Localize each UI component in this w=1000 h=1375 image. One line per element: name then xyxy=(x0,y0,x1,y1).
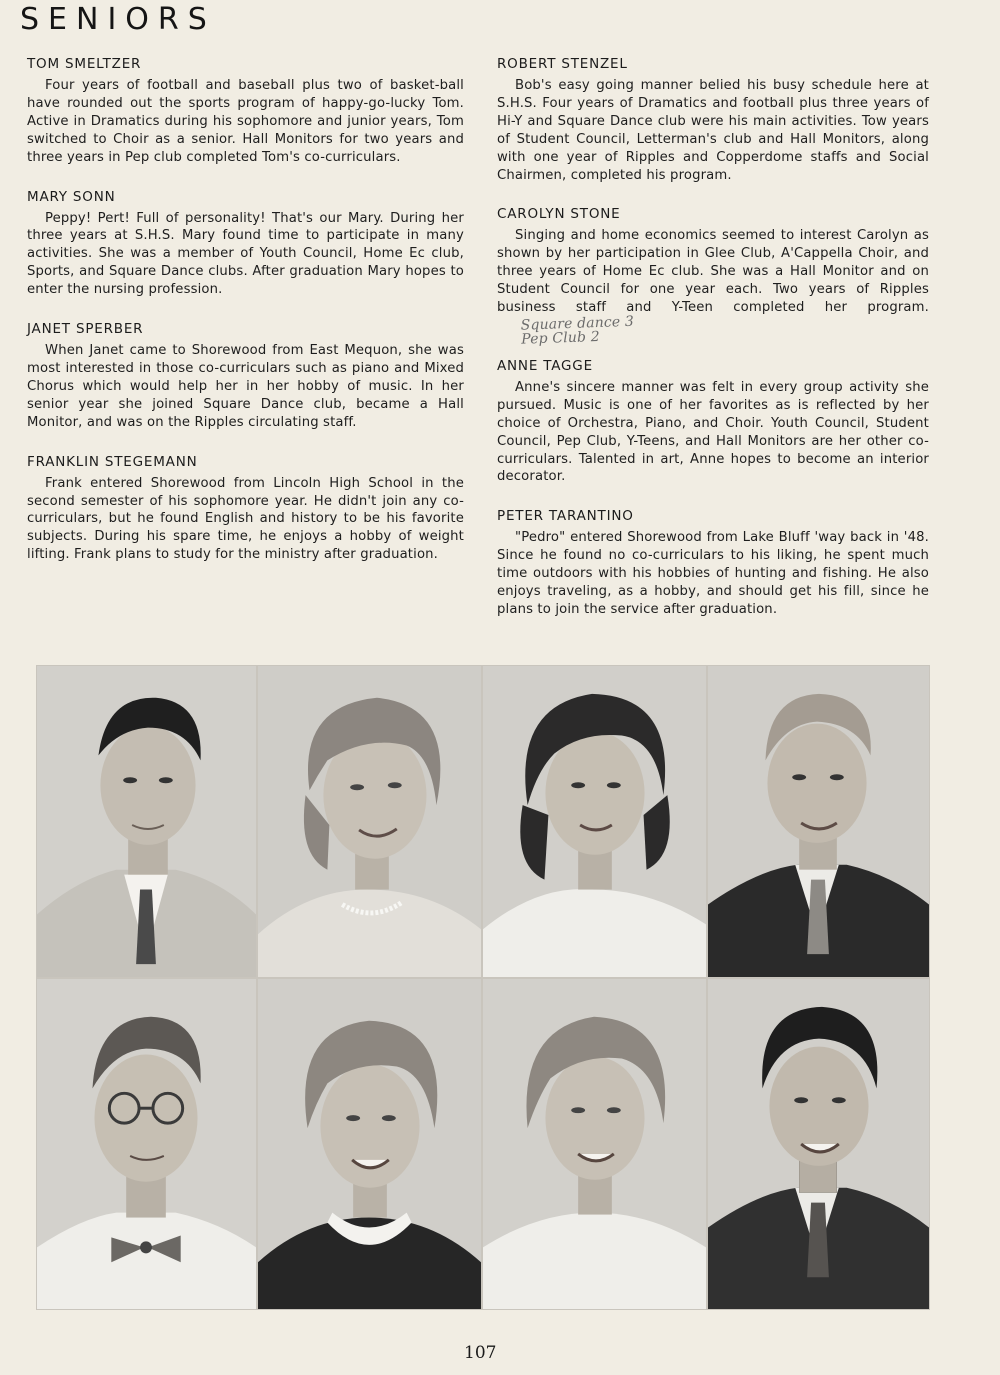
senior-name: PETER TARANTINO xyxy=(497,508,634,525)
senior-name: ROBERT STENZEL xyxy=(497,56,628,72)
senior-bio: Frank entered Shorewood from Lincoln High School in the second semester of his sophomore year. He didn't join any co-curriculars, but he found English and history to be his favorite subjects. During his spare time, he enjoys a hobby of weight lifting. Frank plans to study for the ministry after graduation. xyxy=(27,475,464,563)
portrait-illustration xyxy=(258,666,481,977)
senior-bio xyxy=(497,227,929,347)
senior-name: CAROLYN STONE xyxy=(497,206,621,223)
portrait-illustration xyxy=(37,666,256,977)
portrait-photo xyxy=(36,978,257,1310)
senior-entry xyxy=(497,358,929,486)
senior-entry xyxy=(497,56,929,184)
senior-entry xyxy=(27,321,464,432)
senior-bio-text: Singing and home economics seemed to interest Carolyn as shown by her participation in Glee Club, A'Cappella Choir, and three years of Home Ec club. She was a Hall Monitor and on Student Council for one year each. Two years of Ripples business staff and Y-Teen completed her program. xyxy=(497,228,929,316)
portrait-illustration xyxy=(483,979,706,1309)
portrait-illustration xyxy=(708,979,929,1309)
portrait-photo xyxy=(707,665,930,978)
handwritten-note xyxy=(503,315,635,348)
senior-entry xyxy=(497,206,929,347)
senior-bio: Four years of football and baseball plus two of basket-ball have rounded out the sports program of happy-go-lucky Tom. Active in Dramatics during his sophomore and junior years, Tom switched to Choir as a senior. Hall Monitors for two years and three years in Pep club completed Tom's co-curriculars. xyxy=(27,78,464,165)
portrait-photo xyxy=(482,978,707,1310)
portrait-photo xyxy=(707,978,930,1310)
page-number: 107 xyxy=(464,1343,497,1363)
senior-name: MARY SONN xyxy=(27,188,116,205)
portrait-photo xyxy=(257,665,482,978)
left-column xyxy=(27,56,464,586)
portrait-photo xyxy=(257,978,482,1310)
portrait-illustration xyxy=(708,666,929,977)
portrait-illustration xyxy=(258,979,481,1309)
senior-entry xyxy=(27,56,464,167)
senior-entry xyxy=(27,189,464,300)
senior-bio: Peppy! Pert! Full of personality! That's our Mary. During her three years at S.H.S. Mary found time to participate in many activities. She was a member of Youth Council, Home Ec club, Sports, and Square Dance clubs. After graduation Mary hopes to enter the nursing profession. xyxy=(27,210,464,298)
senior-name: FRANKLIN STEGEMANN xyxy=(27,453,198,470)
senior-name: ANNE TAGGE xyxy=(497,357,593,374)
senior-name: JANET SPERBER xyxy=(27,321,144,338)
senior-entry xyxy=(27,454,464,565)
right-column xyxy=(497,56,929,641)
senior-bio: When Janet came to Shorewood from East Mequon, she was most interested in those co-curriculars such as piano and Mixed Chorus which would help her in her hobby of music. In her senior year she joined Square Dance club, became a Hall Monitor, and was on the Ripples circulating staff. xyxy=(27,343,464,430)
senior-bio: "Pedro" entered Shorewood from Lake Bluff 'way back in '48. Since he found no co-curriculars to his liking, he spent much time outdoors with his hobbies of hunting and fishing. He also enjoys traveling, as a hobby, and should get his fill, since he plans to join the service after graduation. xyxy=(497,530,929,617)
handwritten-note-line: Pep Club 2 xyxy=(520,328,601,348)
portrait-illustration xyxy=(37,979,256,1309)
senior-name: TOM SMELTZER xyxy=(27,56,142,72)
portrait-illustration xyxy=(483,666,706,977)
handwritten-note-line: Square dance 3 xyxy=(520,313,635,334)
portrait-photo xyxy=(482,665,707,978)
senior-bio: Bob's easy going manner belied his busy schedule here at S.H.S. Four years of Dramatics and football plus three years of Hi-Y and Square Dance club were his main activities. Tow years of Student Council, Letterman's club and Hall Monitors, along with one year of Ripples and Copperdome staffs and Social Chairmen, completed his program. xyxy=(497,78,929,183)
page-title: SENIORS xyxy=(20,2,216,37)
senior-bio: Anne's sincere manner was felt in every group activity she pursued. Music is one of her favorites as is reflected by her choice of Orchestra, Piano, and Choir. Youth Council, Student Council, Pep Club, Y-Teens, and Hall Monitors are her other co-curriculars. Talented in art, Anne hopes to become an interior decorator. xyxy=(497,379,929,485)
portrait-grid xyxy=(36,665,930,1310)
portrait-photo xyxy=(36,665,257,978)
senior-entry xyxy=(497,508,929,619)
